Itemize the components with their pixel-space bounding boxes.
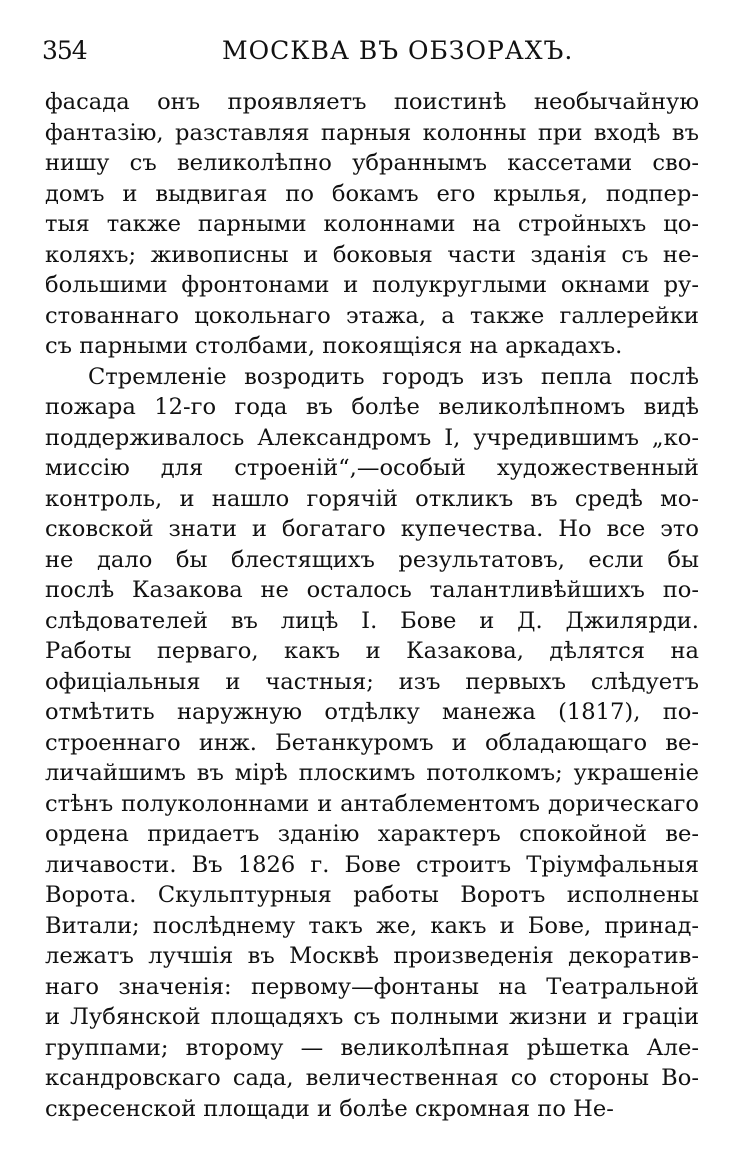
text-line: фантазію, разставляя парныя колонны при входѣ въ (45, 119, 699, 146)
paragraph-first-line: Стремленіе возродить городъ изъ пепла послѣ (88, 363, 699, 390)
text-line: домъ и выдвигая по бокамъ его крылья, подпер- (45, 180, 699, 207)
running-title: МОСКВА ВЪ ОБЗОРАХЪ. (222, 36, 574, 65)
text-line: группами; второму — великолѣпная рѣшетка Але- (45, 1034, 699, 1061)
text-line: скресенской площади и болѣе скромная по Не- (45, 1095, 614, 1122)
text-line: лежатъ лучшія въ Москвѣ произведенія декоратив- (45, 943, 699, 969)
text-line: ордена придаетъ зданію характеръ спокойной ве- (45, 821, 699, 847)
text-line: стѣнъ полуколоннами и антаблементомъ дорическаго (45, 790, 699, 817)
page-number: 354 (42, 36, 87, 65)
text-line: послѣ Казакова не осталось талантливѣйшихъ по- (45, 577, 699, 603)
text-line: поддерживалось Александромъ I, учредившимъ „ко- (45, 424, 699, 451)
text-line: ксандровскаго сада, величественная со стороны Во- (45, 1065, 699, 1091)
text-line: пожара 12-го года въ болѣе великолѣпномъ видѣ (45, 394, 699, 420)
text-line: строеннаго инж. Бетанкуромъ и обладающаго ве- (45, 729, 699, 756)
text-line: слѣдователей въ лицѣ І. Бове и Д. Джилярди. (45, 607, 699, 634)
page-header (42, 30, 702, 70)
text-line: миссію для строеній“,—особый художественный (45, 455, 699, 481)
body-text (45, 87, 699, 1124)
text-line: личавости. Въ 1826 г. Бове строитъ Тріумфальныя (45, 851, 699, 878)
text-line: фасада онъ проявляетъ поистинѣ необычайную (45, 89, 699, 115)
text-line: нишу съ великолѣпно убраннымъ кассетами сво- (45, 150, 699, 176)
text-line: не дало бы блестящихъ результатовъ, если бы (45, 546, 699, 573)
text-line: сковской знати и богатаго купечества. Но все это (45, 516, 699, 542)
text-line: Ворота. Скульптурныя работы Воротъ исполнены (45, 882, 699, 908)
text-line: отмѣтить наружную отдѣлку манежа (1817), по- (45, 699, 699, 725)
text-line: контроль, и нашло горячій откликъ въ средѣ мо- (45, 485, 699, 512)
text-line: коляхъ; живописны и боковыя части зданія съ не- (45, 241, 699, 268)
text-line: большими фронтонами и полукруглыми окнами ру- (45, 272, 699, 298)
text-line: тыя также парными колоннами на стройныхъ цо- (45, 211, 699, 237)
text-line: Витали; послѣднему такъ же, какъ и Бове, принад- (45, 912, 699, 939)
text-line: стованнаго цокольнаго этажа, а также галлерейки (45, 302, 699, 329)
text-line: офиціальныя и частныя; изъ первыхъ слѣдуетъ (45, 668, 699, 695)
text-line: наго значенія: первому—фонтаны на Театральной (45, 973, 699, 1000)
text-line: Работы перваго, какъ и Казакова, дѣлятся на (45, 638, 699, 664)
text-line: и Лубянской площадяхъ съ полными жизни и граціи (45, 1004, 699, 1030)
text-line: съ парными столбами, покоящіяся на аркадахъ. (45, 333, 623, 359)
text-line: личайшимъ въ мірѣ плоскимъ потолкомъ; украшеніе (45, 760, 699, 786)
